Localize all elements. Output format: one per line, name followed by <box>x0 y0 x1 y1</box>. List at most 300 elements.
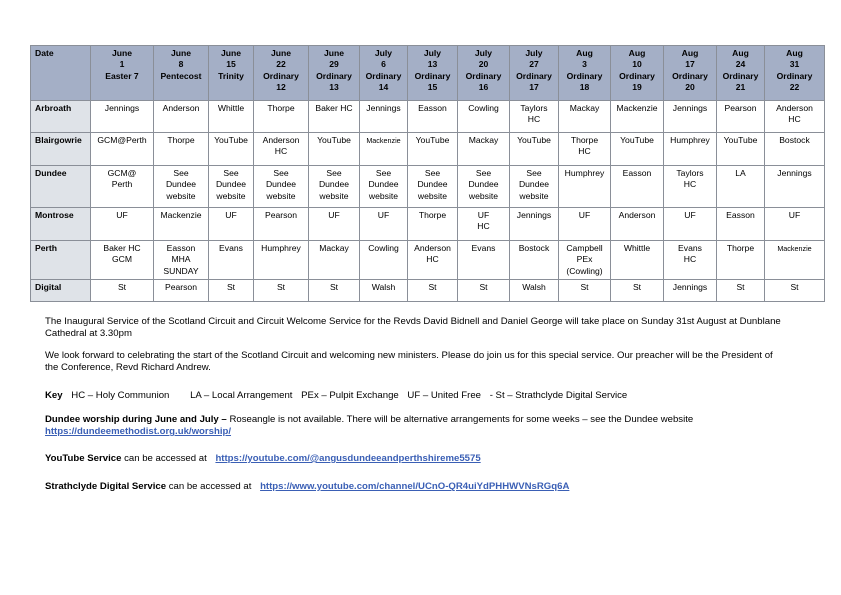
plan-cell <box>154 280 209 302</box>
cell-line: LA <box>735 168 746 178</box>
cell-line: Mackenzie <box>616 103 658 113</box>
sunday-column-header <box>91 46 154 101</box>
plan-cell <box>765 280 825 302</box>
cell-line: Walsh <box>371 282 396 293</box>
cell-line: See <box>173 168 189 178</box>
cell-line: UF <box>788 210 801 220</box>
sunday-header-line: Aug <box>732 48 749 58</box>
cell-line: Dundee <box>518 179 550 190</box>
plan-cell <box>309 208 360 241</box>
plan-cell <box>309 241 360 280</box>
cell-line: Cowling <box>468 103 499 113</box>
plan-cell <box>664 101 717 133</box>
strathclyde-note-heading: Strathclyde Digital Service <box>45 481 167 492</box>
plan-cell <box>559 133 611 166</box>
plan-cell <box>717 241 765 280</box>
youtube-channel-link[interactable]: https://youtube.com/@angusdundeeandperthshireme5575 <box>215 453 481 464</box>
sunday-header-line: 19 <box>632 82 642 93</box>
cell-line: GCM@ <box>107 168 137 178</box>
cell-line: UF <box>116 210 128 220</box>
cell-line: Baker HC <box>103 243 141 253</box>
plan-cell <box>559 241 611 280</box>
cell-line: Campbell <box>566 243 603 253</box>
cell-line: Pearson <box>724 103 757 113</box>
cell-line: website <box>319 190 349 201</box>
plan-cell <box>209 208 254 241</box>
sunday-header-line: June <box>111 48 133 58</box>
cell-line: See <box>273 168 289 178</box>
cell-line: Easson <box>166 243 196 253</box>
plan-cell <box>717 166 765 208</box>
cell-line: website <box>519 190 549 201</box>
plan-cell <box>408 280 458 302</box>
plan-cell <box>408 241 458 280</box>
cell-line: Whittle <box>217 103 245 113</box>
plan-cell <box>611 166 664 208</box>
plan-cell <box>611 133 664 166</box>
cell-line: See <box>375 168 392 178</box>
plan-cell <box>664 133 717 166</box>
plan-cell <box>408 101 458 133</box>
cell-line: website <box>468 190 499 201</box>
sunday-header-line: Ordinary <box>414 70 451 81</box>
sunday-header-line: June <box>270 48 292 58</box>
cell-line: Mackay <box>569 103 600 113</box>
dundee-note-text: Roseangle is not available. There will be alternative arrangements for some weeks – see the Dundee website <box>226 414 694 425</box>
cell-line: HC <box>788 114 801 125</box>
sunday-header-line: June <box>220 48 242 58</box>
cell-line: Dundee <box>468 179 499 190</box>
sunday-header-line: 15 <box>226 59 236 70</box>
sunday-header-line: 6 <box>381 59 386 70</box>
plan-cell <box>360 241 408 280</box>
plan-cell <box>611 101 664 133</box>
church-name: Digital <box>31 280 91 302</box>
cell-line: Thorpe <box>167 135 195 145</box>
plan-cell <box>91 133 154 166</box>
cell-line: Easson <box>418 103 447 113</box>
sunday-header-line: 16 <box>478 82 489 93</box>
cell-line: Thorpe <box>267 103 295 113</box>
sunday-header-line: 20 <box>478 59 489 70</box>
table-row <box>31 208 825 241</box>
cell-line: Thorpe <box>726 243 755 253</box>
sunday-header-line: 22 <box>789 82 800 93</box>
plan-cell <box>765 166 825 208</box>
cell-line: website <box>216 190 246 201</box>
church-name: Blairgowrie <box>31 133 91 166</box>
sunday-header-line: Aug <box>628 48 646 58</box>
youtube-note-text: can be accessed at <box>121 453 207 464</box>
sunday-column-header <box>408 46 458 101</box>
plan-cell <box>360 208 408 241</box>
plan-cell <box>254 241 309 280</box>
plan-cell <box>360 166 408 208</box>
cell-line: Thorpe <box>418 210 447 220</box>
cell-line: Humphrey <box>261 243 301 253</box>
cell-line: St <box>790 282 799 293</box>
plan-cell <box>458 133 510 166</box>
church-name: Montrose <box>31 208 91 241</box>
strathclyde-channel-link[interactable]: https://www.youtube.com/channel/UCnO-QR4uiYdPHHWVNsRGq6A <box>260 481 570 492</box>
cell-line: Pearson <box>264 210 297 220</box>
cell-line: Bostock <box>779 135 810 145</box>
plan-cell <box>611 208 664 241</box>
cell-line: St <box>117 282 127 293</box>
table-row <box>31 101 825 133</box>
cell-line: MHA <box>171 254 191 265</box>
sunday-header-line: 10 <box>632 59 642 70</box>
cell-line: See <box>475 168 492 178</box>
sunday-header-line: June <box>170 48 192 58</box>
plan-cell <box>154 101 209 133</box>
plan-cell <box>360 280 408 302</box>
cell-line: UF <box>477 210 490 220</box>
cell-line: Taylors <box>676 168 704 178</box>
cell-line: See <box>526 168 542 178</box>
key-hc: HC – Holy Communion <box>71 390 170 401</box>
table-row <box>31 133 825 166</box>
plan-cell <box>154 241 209 280</box>
plan-cell <box>510 241 559 280</box>
cell-line: See <box>223 168 239 178</box>
plan-cell <box>154 133 209 166</box>
plan-cell <box>611 241 664 280</box>
plan-cell <box>309 166 360 208</box>
plan-cell <box>559 166 611 208</box>
cell-line: Mackay <box>468 135 499 145</box>
cell-line: Jennings <box>672 103 708 113</box>
cell-line: HC <box>426 254 439 265</box>
plan-cell <box>209 101 254 133</box>
cell-line: St <box>479 282 488 293</box>
sunday-header-line: 22 <box>276 59 286 70</box>
cell-line: Jennings <box>516 210 552 220</box>
cell-line: St <box>276 282 286 293</box>
cell-line: See <box>424 168 441 178</box>
cell-line: Perth <box>111 179 133 190</box>
key-pex: PEx – Pulpit Exchange <box>301 390 399 401</box>
cell-line: YouTube <box>517 135 551 145</box>
sunday-column-header <box>559 46 611 101</box>
cell-line: Jennings <box>104 103 140 113</box>
cell-line: Dundee <box>318 179 350 190</box>
cell-line: Easson <box>622 168 652 178</box>
sunday-column-header <box>765 46 825 101</box>
sunday-header-line: 3 <box>582 59 587 70</box>
youtube-note-heading: YouTube Service <box>45 453 122 464</box>
cell-line: UF <box>578 210 591 220</box>
sunday-header-line: 18 <box>579 82 590 93</box>
sunday-header-line: 12 <box>276 82 286 93</box>
preaching-plan-table <box>30 45 825 302</box>
sunday-header-line: Ordinary <box>365 70 402 81</box>
key-legend <box>45 390 785 402</box>
cell-line: HC <box>477 221 490 232</box>
sunday-header-line: Aug <box>576 48 593 58</box>
cell-line: Mackenzie <box>160 210 202 220</box>
cell-line: Easson <box>726 210 755 220</box>
cell-line: YouTube <box>723 135 758 145</box>
cell-line: HC <box>527 114 541 125</box>
plan-cell <box>765 241 825 280</box>
cell-line: St <box>428 282 437 293</box>
cell-line: Anderson <box>262 135 300 145</box>
cell-line: Mackenzie <box>777 244 812 253</box>
plan-cell <box>664 280 717 302</box>
church-name: Arbroath <box>31 101 91 133</box>
plan-cell <box>360 101 408 133</box>
cell-line: Jennings <box>366 103 401 113</box>
plan-cell <box>717 101 765 133</box>
plan-cell <box>154 166 209 208</box>
sunday-header-line: Ordinary <box>722 70 759 81</box>
cell-line: YouTube <box>415 135 450 145</box>
sunday-header-line: Ordinary <box>672 70 708 81</box>
cell-line: St <box>736 282 745 293</box>
cell-line: St <box>632 282 642 293</box>
plan-cell <box>510 166 559 208</box>
plan-cell <box>717 133 765 166</box>
header-row <box>31 46 825 101</box>
plan-cell <box>209 241 254 280</box>
cell-line: PEx <box>576 254 593 265</box>
plan-cell <box>154 208 209 241</box>
strathclyde-note-text: can be accessed at <box>166 481 252 492</box>
cell-line: UF <box>225 210 237 220</box>
cell-line: HC <box>683 254 697 265</box>
cell-line: Evans <box>471 243 496 253</box>
plan-cell <box>458 208 510 241</box>
plan-cell <box>765 208 825 241</box>
cell-line: HC <box>683 179 697 190</box>
cell-line: website <box>166 190 196 201</box>
cell-line: Mackay <box>319 243 349 253</box>
sunday-column-header <box>154 46 209 101</box>
cell-line: Dundee <box>215 179 247 190</box>
plan-cell <box>611 280 664 302</box>
cell-line: Jennings <box>777 168 812 178</box>
sunday-header-line: 31 <box>789 59 800 70</box>
plan-cell <box>91 166 154 208</box>
cell-line: GCM@Perth <box>97 135 147 145</box>
cell-line: Walsh <box>522 282 546 293</box>
dundee-note-heading: Dundee worship during June and July – <box>45 414 227 425</box>
cell-line: Whittle <box>623 243 651 253</box>
plan-cell <box>254 133 309 166</box>
key-st: - St – Strathclyde Digital Service <box>489 390 628 401</box>
sunday-header-line: Ordinary <box>465 70 502 81</box>
plan-cell <box>458 166 510 208</box>
cell-line: UF <box>377 210 390 220</box>
sunday-header-line: Ordinary <box>776 70 813 81</box>
plan-cell <box>91 208 154 241</box>
sunday-column-header <box>510 46 559 101</box>
cell-line: HC <box>578 146 591 157</box>
plan-cell <box>510 133 559 166</box>
cell-line: Dundee <box>417 179 448 190</box>
cell-line: Pearson <box>164 282 197 293</box>
plan-cell <box>559 101 611 133</box>
plan-cell <box>458 241 510 280</box>
sunday-header-line: 1 <box>119 59 125 70</box>
plan-cell <box>360 133 408 166</box>
strathclyde-service-note <box>45 481 785 493</box>
plan-cell <box>765 133 825 166</box>
youtube-service-note <box>45 453 785 465</box>
plan-cell <box>254 280 309 302</box>
cell-line: GCM <box>111 254 133 265</box>
sunday-header-line: Ordinary <box>263 70 299 81</box>
plan-cell <box>209 166 254 208</box>
cell-line: YouTube <box>317 135 351 145</box>
plan-cell <box>309 133 360 166</box>
cell-line: YouTube <box>214 135 248 145</box>
plan-cell <box>510 208 559 241</box>
sunday-column-header <box>360 46 408 101</box>
cell-line: Cowling <box>368 243 399 253</box>
cell-line: SUNDAY <box>163 265 199 276</box>
plan-cell <box>458 101 510 133</box>
cell-line: Taylors <box>520 103 548 113</box>
plan-cell <box>664 241 717 280</box>
cell-line: Anderson <box>162 103 200 113</box>
cell-line: Anderson <box>414 243 451 253</box>
cell-line: Mackenzie <box>366 136 401 145</box>
sunday-column-header <box>309 46 360 101</box>
cell-line: Dundee <box>165 179 197 190</box>
plan-cell <box>510 101 559 133</box>
plan-cell <box>254 166 309 208</box>
plan-cell <box>209 280 254 302</box>
cell-line: Bostock <box>518 243 550 253</box>
plan-cell <box>91 241 154 280</box>
cell-line: UF <box>684 210 696 220</box>
cell-line: Anderson <box>776 103 813 113</box>
cell-line: website <box>368 190 399 201</box>
sunday-header-line: 27 <box>529 59 539 70</box>
plan-cell <box>408 166 458 208</box>
cell-line: YouTube <box>620 135 654 145</box>
table-row <box>31 166 825 208</box>
table-body <box>31 101 825 302</box>
sunday-header-line: 8 <box>178 59 184 70</box>
plan-cell <box>765 101 825 133</box>
key-label: Key <box>45 390 63 401</box>
cell-line: St <box>580 282 589 293</box>
sunday-header-line: 21 <box>735 82 746 93</box>
sunday-header-line: Easter 7 <box>105 70 139 81</box>
cell-line: St <box>329 282 339 293</box>
sunday-column-header <box>254 46 309 101</box>
sunday-column-header <box>664 46 717 101</box>
table-row <box>31 280 825 302</box>
sunday-column-header <box>611 46 664 101</box>
welcome-note: We look forward to celebrating the start of the Scotland Circuit and welcoming new ministers. Please do join us for this special service. Our preacher will be the President of the Conference, Revd Richard Andrew. <box>45 350 773 374</box>
sunday-header-line: Ordinary <box>516 70 552 81</box>
cell-line: Thorpe <box>570 135 599 145</box>
sunday-header-line: 20 <box>685 82 695 93</box>
cell-line: Evans <box>678 243 702 253</box>
sunday-header-line: 24 <box>735 59 746 70</box>
sunday-header-line: Ordinary <box>566 70 603 81</box>
plan-cell <box>91 101 154 133</box>
plan-cell <box>510 280 559 302</box>
sunday-header-line: July <box>374 48 393 58</box>
sunday-header-line: July <box>474 48 493 58</box>
church-name: Dundee <box>31 166 91 208</box>
sunday-header-line: 17 <box>685 59 695 70</box>
plan-cell <box>309 280 360 302</box>
plan-cell <box>664 208 717 241</box>
sunday-column-header <box>209 46 254 101</box>
sunday-header-line: Pentecost <box>160 70 202 81</box>
plan-cell <box>254 101 309 133</box>
cell-line: website <box>266 190 296 201</box>
cell-line: UF <box>328 210 340 220</box>
sunday-header-line: Ordinary <box>619 70 655 81</box>
cell-line: St <box>226 282 236 293</box>
plan-cell <box>209 133 254 166</box>
cell-line: website <box>417 190 448 201</box>
sunday-header-line: July <box>525 48 543 58</box>
key-la: LA – Local Arrangement <box>190 390 293 401</box>
dundee-worship-note <box>45 414 785 438</box>
table-header <box>31 46 825 101</box>
cell-line: Baker HC <box>315 103 353 113</box>
dundee-website-link[interactable]: https://dundeemethodist.org.uk/worship/ <box>45 426 232 438</box>
sunday-column-header <box>458 46 510 101</box>
plan-cell <box>408 133 458 166</box>
table-row <box>31 241 825 280</box>
cell-line: Evans <box>219 243 243 253</box>
cell-line: Anderson <box>618 210 656 220</box>
sunday-header-line: Ordinary <box>316 70 352 81</box>
sunday-header-line: 14 <box>378 82 389 93</box>
cell-line: Humphrey <box>670 135 710 145</box>
cell-line: Jennings <box>672 282 708 293</box>
plan-cell <box>559 280 611 302</box>
cell-line: HC <box>274 146 288 157</box>
plan-cell <box>408 208 458 241</box>
sunday-header-line: July <box>423 48 442 58</box>
plan-cell <box>254 208 309 241</box>
sunday-header-line: 15 <box>427 82 438 93</box>
cell-line: (Cowling) <box>566 265 603 276</box>
plan-cell <box>717 280 765 302</box>
cell-line: Dundee <box>265 179 297 190</box>
sunday-header-line: 29 <box>329 59 339 70</box>
plan-cell <box>717 208 765 241</box>
plan-cell <box>309 101 360 133</box>
cell-line: Dundee <box>368 179 399 190</box>
inaugural-service-note: The Inaugural Service of the Scotland Circuit and Circuit Welcome Service for the Revds David Bidnell and Daniel George will take place on Sunday 31st August at Dunblane Cathedral at 3.30pm <box>45 316 781 340</box>
sunday-header-line: 17 <box>529 82 539 93</box>
plan-cell <box>458 280 510 302</box>
plan-cell <box>559 208 611 241</box>
sunday-header-line: June <box>323 48 345 58</box>
cell-line: Humphrey <box>564 168 605 178</box>
church-name: Perth <box>31 241 91 280</box>
sunday-header-line: Aug <box>786 48 803 58</box>
plan-cell <box>664 166 717 208</box>
sunday-header-line: Aug <box>681 48 699 58</box>
key-uf: UF – United Free <box>407 390 482 401</box>
plan-cell <box>91 280 154 302</box>
sunday-header-line: 13 <box>427 59 438 70</box>
sunday-header-line: Trinity <box>218 70 244 81</box>
sunday-header-line: 13 <box>329 82 339 93</box>
